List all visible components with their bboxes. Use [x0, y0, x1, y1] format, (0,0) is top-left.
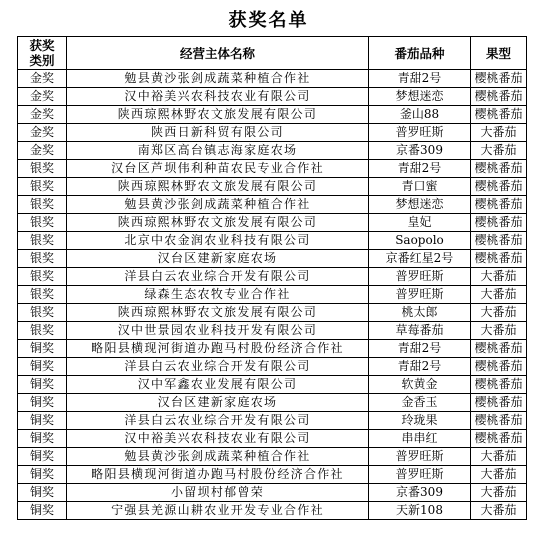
entity-cell: 绿森生态农牧专业合作社: [67, 286, 369, 304]
award-table-body: [18, 70, 527, 520]
fruit-type-cell: 大番茄: [471, 502, 527, 520]
document-title: 获奖名单: [228, 10, 309, 31]
variety-cell: 玲珑果: [369, 412, 471, 430]
fruit-type-cell: 樱桃番茄: [471, 196, 527, 214]
table-row: [18, 502, 527, 520]
fruit-type-cell: 樱桃番茄: [471, 394, 527, 412]
entity-cell: 汉台区建新家庭农场: [67, 394, 369, 412]
table-row: [18, 394, 527, 412]
award-cell: 银奖: [18, 196, 67, 214]
award-cell: 银奖: [18, 160, 67, 178]
entity-cell: 汉中世景园农业科技开发有限公司: [67, 322, 369, 340]
award-cell: 铜奖: [18, 340, 67, 358]
entity-cell: 陕西琼熙林野农文旅发展有限公司: [67, 304, 369, 322]
award-cell: 金奖: [18, 88, 67, 106]
table-row: [18, 232, 527, 250]
table-row: [18, 142, 527, 160]
fruit-type-cell: 大番茄: [471, 142, 527, 160]
variety-cell: 皇妃: [369, 214, 471, 232]
variety-cell: 天新108: [369, 502, 471, 520]
entity-cell: 洋县白云农业综合开发有限公司: [67, 358, 369, 376]
award-cell: 金奖: [18, 70, 67, 88]
table-row: [18, 88, 527, 106]
variety-cell: 普罗旺斯: [369, 466, 471, 484]
award-cell: 银奖: [18, 322, 67, 340]
award-cell: 银奖: [18, 304, 67, 322]
table-row: [18, 304, 527, 322]
variety-cell: 串串红: [369, 430, 471, 448]
variety-cell: 普罗旺斯: [369, 448, 471, 466]
table-row: [18, 358, 527, 376]
award-cell: 铜奖: [18, 466, 67, 484]
variety-cell: 青口蜜: [369, 178, 471, 196]
fruit-type-cell: 樱桃番茄: [471, 412, 527, 430]
entity-cell: 陕西日新科贸有限公司: [67, 124, 369, 142]
fruit-type-cell: 大番茄: [471, 286, 527, 304]
fruit-type-cell: 大番茄: [471, 484, 527, 502]
fruit-type-cell: 大番茄: [471, 466, 527, 484]
variety-cell: 草莓番茄: [369, 322, 471, 340]
table-row: [18, 250, 527, 268]
award-cell: 银奖: [18, 250, 67, 268]
entity-cell: 勉县黄沙张剑成蔬菜种植合作社: [67, 448, 369, 466]
entity-cell: 汉中裕美兴农科技农业有限公司: [67, 88, 369, 106]
fruit-type-cell: 樱桃番茄: [471, 376, 527, 394]
fruit-type-cell: 樱桃番茄: [471, 358, 527, 376]
fruit-type-cell: 樱桃番茄: [471, 70, 527, 88]
variety-cell: 青甜2号: [369, 340, 471, 358]
award-cell: 银奖: [18, 232, 67, 250]
table-row: [18, 322, 527, 340]
variety-cell: 青甜2号: [369, 358, 471, 376]
table-row: [18, 412, 527, 430]
table-row: [18, 340, 527, 358]
variety-cell: 梦想迷恋: [369, 196, 471, 214]
entity-cell: 宁强县羌源山耕农业开发专业合作社: [67, 502, 369, 520]
table-row: [18, 376, 527, 394]
award-cell: 铜奖: [18, 412, 67, 430]
entity-cell: 陕西琼熙林野农文旅发展有限公司: [67, 106, 369, 124]
variety-cell: 京番红星2号: [369, 250, 471, 268]
variety-cell: 青甜2号: [369, 70, 471, 88]
fruit-type-cell: 大番茄: [471, 268, 527, 286]
header-award-category: 获奖 类别: [18, 37, 67, 70]
variety-cell: Saopolo: [369, 232, 471, 250]
entity-cell: 陕西琼熙林野农文旅发展有限公司: [67, 214, 369, 232]
variety-cell: 梦想迷恋: [369, 88, 471, 106]
header-fruit-type: 果型: [471, 37, 527, 70]
entity-cell: 陕西琼熙林野农文旅发展有限公司: [67, 178, 369, 196]
table-row: [18, 160, 527, 178]
entity-cell: 略阳县横现河街道办跑马村股份经济合作社: [67, 466, 369, 484]
table-row: [18, 466, 527, 484]
header-tomato-variety: 番茄品种: [369, 37, 471, 70]
entity-cell: 勉县黄沙张剑成蔬菜种植合作社: [67, 70, 369, 88]
variety-cell: 普罗旺斯: [369, 124, 471, 142]
entity-cell: 北京中农金润农业科技有限公司: [67, 232, 369, 250]
variety-cell: 普罗旺斯: [369, 286, 471, 304]
header-entity-name: 经营主体名称: [67, 37, 369, 70]
fruit-type-cell: 樱桃番茄: [471, 430, 527, 448]
table-row: [18, 268, 527, 286]
table-row: [18, 430, 527, 448]
entity-cell: 汉台区芦坝伟利种苗农民专业合作社: [67, 160, 369, 178]
fruit-type-cell: 樱桃番茄: [471, 232, 527, 250]
entity-cell: 小留坝村郁曾荣: [67, 484, 369, 502]
award-cell: 银奖: [18, 268, 67, 286]
entity-cell: 汉台区建新家庭农场: [67, 250, 369, 268]
award-cell: 金奖: [18, 106, 67, 124]
variety-cell: 软黄金: [369, 376, 471, 394]
variety-cell: 青甜2号: [369, 160, 471, 178]
variety-cell: 京番309: [369, 484, 471, 502]
entity-cell: 汉中军鑫农业发展有限公司: [67, 376, 369, 394]
entity-cell: 洋县白云农业综合开发有限公司: [67, 412, 369, 430]
table-row: [18, 286, 527, 304]
fruit-type-cell: 樱桃番茄: [471, 340, 527, 358]
variety-cell: 京番309: [369, 142, 471, 160]
fruit-type-cell: 大番茄: [471, 322, 527, 340]
award-cell: 铜奖: [18, 394, 67, 412]
entity-cell: 勉县黄沙张剑成蔬菜种植合作社: [67, 196, 369, 214]
fruit-type-cell: 大番茄: [471, 124, 527, 142]
table-row: [18, 106, 527, 124]
fruit-type-cell: 樱桃番茄: [471, 160, 527, 178]
variety-cell: 釜山88: [369, 106, 471, 124]
variety-cell: 桃太郎: [369, 304, 471, 322]
table-row: [18, 196, 527, 214]
table-row: [18, 124, 527, 142]
fruit-type-cell: 樱桃番茄: [471, 88, 527, 106]
fruit-type-cell: 樱桃番茄: [471, 178, 527, 196]
table-row: [18, 484, 527, 502]
award-cell: 金奖: [18, 142, 67, 160]
award-cell: 铜奖: [18, 484, 67, 502]
award-cell: 铜奖: [18, 430, 67, 448]
table-header-row: [18, 37, 527, 70]
entity-cell: 南郑区高台镇志海家庭农场: [67, 142, 369, 160]
award-cell: 铜奖: [18, 376, 67, 394]
entity-cell: 略阳县横现河街道办跑马村股份经济合作社: [67, 340, 369, 358]
entity-cell: 洋县白云农业综合开发有限公司: [67, 268, 369, 286]
award-table: [17, 36, 527, 520]
table-row: [18, 178, 527, 196]
variety-cell: 普罗旺斯: [369, 268, 471, 286]
award-cell: 银奖: [18, 214, 67, 232]
award-cell: 银奖: [18, 178, 67, 196]
fruit-type-cell: 樱桃番茄: [471, 214, 527, 232]
fruit-type-cell: 樱桃番茄: [471, 250, 527, 268]
fruit-type-cell: 樱桃番茄: [471, 106, 527, 124]
award-cell: 铜奖: [18, 448, 67, 466]
entity-cell: 汉中裕美兴农科技农业有限公司: [67, 430, 369, 448]
table-row: [18, 70, 527, 88]
table-row: [18, 214, 527, 232]
award-cell: 银奖: [18, 286, 67, 304]
fruit-type-cell: 大番茄: [471, 448, 527, 466]
award-cell: 铜奖: [18, 358, 67, 376]
table-row: [18, 448, 527, 466]
award-cell: 铜奖: [18, 502, 67, 520]
award-cell: 金奖: [18, 124, 67, 142]
fruit-type-cell: 大番茄: [471, 304, 527, 322]
variety-cell: 金香玉: [369, 394, 471, 412]
